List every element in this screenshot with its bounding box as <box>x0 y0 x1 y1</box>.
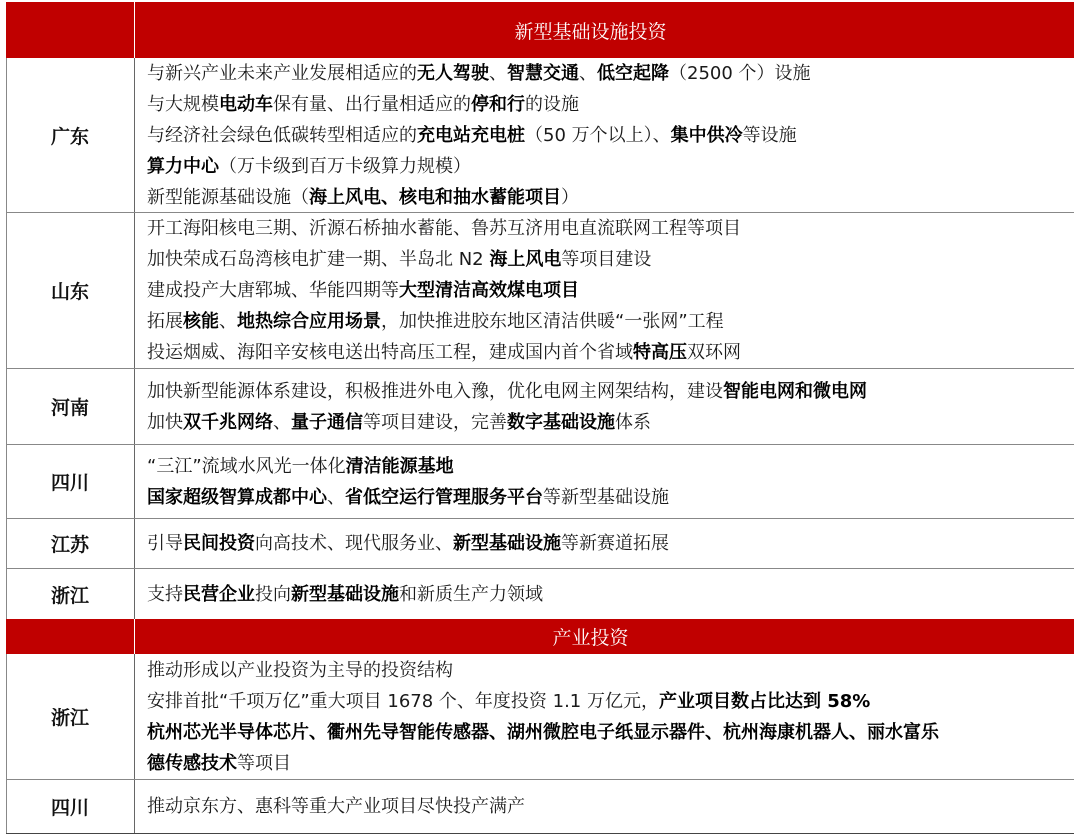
bold-text: 清洁能源基地 <box>345 455 454 477</box>
text-segment: ，加快推进胶东地区清洁供暖“一张网”工程 <box>381 311 724 332</box>
content-cell <box>135 58 1074 212</box>
text-line <box>147 120 1074 151</box>
content-cell <box>135 780 1074 833</box>
province-cell <box>6 569 135 619</box>
table-row <box>6 369 1074 445</box>
text-segment: 、 <box>579 62 597 84</box>
text-segment: 投运烟威、海阳辛安核电送出特高压工程，建成国内首个省域 <box>147 342 633 363</box>
text-segment: 建成投产大唐郓城、华能四期等 <box>147 280 399 301</box>
province-cell <box>6 654 135 779</box>
text-segment: 加快荣成石岛湾核电扩建一期、半岛北 N2 <box>147 249 490 270</box>
text-line <box>147 182 1074 213</box>
text-line <box>147 686 1074 717</box>
text-line <box>147 58 1074 89</box>
text-segment: 支持 <box>147 583 183 605</box>
content-cell <box>135 569 1074 619</box>
text-segment: 、 <box>489 62 507 84</box>
text-segment: 推动京东方、惠科等重大产业项目尽快投产满产 <box>147 796 525 817</box>
text-line <box>147 717 1074 748</box>
text-segment: （2500 个）设施 <box>669 62 811 84</box>
table-row <box>6 445 1074 519</box>
header-title-cell <box>135 619 1074 654</box>
investment-table <box>6 2 1074 834</box>
text-segment: 等新型基础设施 <box>543 486 669 508</box>
province-label: 浙江 <box>50 707 89 729</box>
province-cell <box>6 58 135 212</box>
text-line <box>147 376 1074 407</box>
text-segment: 体系 <box>615 411 651 433</box>
text-segment: 、 <box>219 311 237 332</box>
header-title-cell <box>135 2 1074 58</box>
table-row <box>6 569 1074 619</box>
text-segment: 与新兴产业未来产业发展相适应的 <box>147 62 417 84</box>
text-line <box>147 306 1074 337</box>
text-segment: 推动形成以产业投资为主导的投资结构 <box>147 659 453 681</box>
bold-text: 电动车 <box>219 93 273 115</box>
text-segment: 保有量、出行量相适应的 <box>273 93 471 115</box>
bold-text: 算力中心 <box>147 155 219 177</box>
table-row <box>6 519 1074 569</box>
content-cell <box>135 445 1074 518</box>
text-segment: 等项目 <box>237 752 291 774</box>
text-segment: （万卡级到百万卡级算力规模） <box>219 155 471 177</box>
bold-text: 国家超级智算成都中心 <box>147 486 327 508</box>
text-line <box>147 337 1074 368</box>
text-segment: 加快新型能源体系建设，积极推进外电入豫，优化电网主网架结构，建设 <box>147 380 723 402</box>
text-line <box>147 244 1074 275</box>
province-label: 广东 <box>50 125 89 148</box>
section-title: 新型基础设施投资 <box>514 20 667 43</box>
bold-text: 杭州芯光半导体芯片、衢州先导智能传感器、湖州微腔电子纸显示器件、杭州海康机器人、丽水富乐 <box>147 721 939 743</box>
bold-text: 智能电网和微电网 <box>723 380 867 402</box>
text-segment: 新型能源基础设施（ <box>147 186 309 208</box>
text-segment: 等项目建设 <box>561 249 652 270</box>
bold-text: 停和行 <box>471 93 525 115</box>
province-cell <box>6 780 135 833</box>
text-segment: 拓展 <box>147 311 183 332</box>
text-segment: 开工海阳核电三期、沂源石桥抽水蓄能、鲁苏互济用电直流联网工程等项目 <box>147 218 741 239</box>
bold-text: 数字基础设施 <box>507 411 615 433</box>
text-segment: 等项目建设，完善 <box>363 411 507 433</box>
text-segment: 与大规模 <box>147 93 219 115</box>
bold-text: 核能 <box>183 311 219 332</box>
text-segment: 引导 <box>147 533 183 554</box>
text-line <box>147 655 1074 686</box>
table-row <box>6 654 1074 780</box>
province-label: 河南 <box>50 397 89 419</box>
text-line <box>147 213 1074 244</box>
province-cell <box>6 213 135 368</box>
text-line <box>147 482 1074 513</box>
text-line <box>147 791 1074 822</box>
text-segment: 向高技术、现代服务业、 <box>255 533 453 554</box>
text-segment: 投向 <box>255 583 291 605</box>
text-segment: （50 万个以上）、 <box>525 124 671 146</box>
bold-text: 民间投资 <box>183 533 255 554</box>
text-segment: 安排首批“千项万亿”重大项目 1678 个、年度投资 1.1 万亿元， <box>147 690 659 712</box>
header-empty-cell <box>6 619 135 654</box>
section-header-industrial-investment <box>6 619 1074 654</box>
bold-text: 民营企业 <box>183 583 255 605</box>
text-line <box>147 748 1074 779</box>
text-segment: 加快 <box>147 411 183 433</box>
bold-text: 量子通信 <box>291 411 363 433</box>
content-cell <box>135 654 1074 779</box>
text-segment: 等新赛道拓展 <box>561 533 669 554</box>
province-label: 山东 <box>50 281 89 303</box>
header-empty-cell <box>6 2 135 58</box>
section-header-new-infrastructure <box>6 2 1074 58</box>
bold-text: 特高压 <box>633 342 687 363</box>
table-row <box>6 213 1074 369</box>
province-cell <box>6 445 135 518</box>
text-segment: 的设施 <box>525 93 579 115</box>
text-segment: 、 <box>327 486 345 508</box>
text-line <box>147 451 1074 482</box>
text-line <box>147 579 1074 610</box>
bold-text: 低空起降 <box>597 62 669 84</box>
table-row <box>6 780 1074 834</box>
text-segment: “三江”流域水风光一体化 <box>147 455 346 477</box>
province-label: 浙江 <box>50 584 89 607</box>
text-line <box>147 528 1074 559</box>
bold-text: 大型清洁高效煤电项目 <box>399 280 579 301</box>
province-label: 四川 <box>50 472 89 494</box>
text-segment: 等设施 <box>742 124 797 146</box>
text-segment: 双环网 <box>687 342 741 363</box>
text-line <box>147 151 1074 182</box>
text-segment: 和新质生产力领域 <box>399 583 543 605</box>
province-cell <box>6 369 135 444</box>
text-line <box>147 89 1074 120</box>
text-segment: ） <box>561 186 579 208</box>
province-label: 江苏 <box>50 534 89 556</box>
bold-text: 产业项目数占比达到 58% <box>658 690 871 712</box>
text-line <box>147 275 1074 306</box>
table-row <box>6 58 1074 213</box>
content-cell <box>135 369 1074 444</box>
bold-text: 省低空运行管理服务平台 <box>345 486 543 508</box>
content-cell <box>135 213 1074 368</box>
bold-text: 海上风电、核电和抽水蓄能项目 <box>309 186 561 208</box>
section-title: 产业投资 <box>552 627 629 649</box>
bold-text: 充电站充电桩 <box>417 124 525 146</box>
bold-text: 无人驾驶 <box>417 62 489 84</box>
text-segment: 、 <box>273 411 291 433</box>
content-cell <box>135 519 1074 568</box>
text-line <box>147 407 1074 438</box>
province-cell <box>6 519 135 568</box>
bold-text: 双千兆网络 <box>183 411 273 433</box>
text-segment: 与经济社会绿色低碳转型相适应的 <box>147 124 417 146</box>
bold-text: 海上风电 <box>489 249 562 270</box>
bold-text: 德传感技术 <box>147 752 237 774</box>
bold-text: 集中供冷 <box>670 124 743 146</box>
bold-text: 新型基础设施 <box>453 533 561 554</box>
bold-text: 智慧交通 <box>507 62 579 84</box>
bold-text: 地热综合应用场景 <box>237 311 381 332</box>
province-label: 四川 <box>50 797 89 819</box>
bold-text: 新型基础设施 <box>291 583 399 605</box>
